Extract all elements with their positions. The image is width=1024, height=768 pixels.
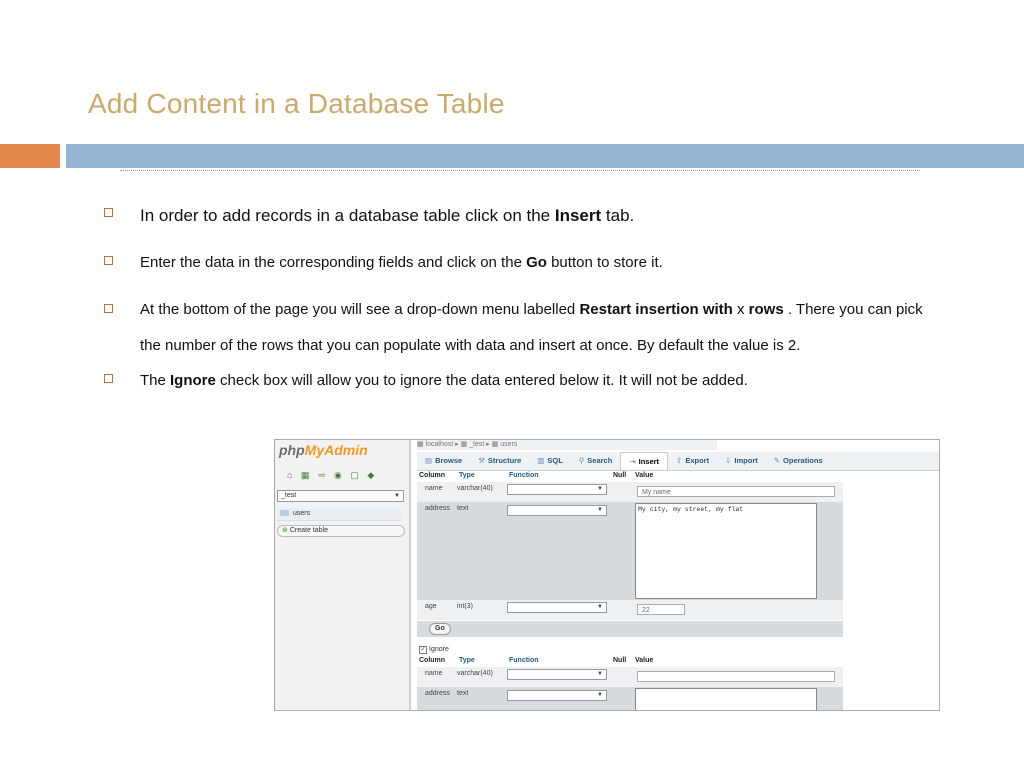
field-type: text	[457, 505, 469, 512]
header-column: Column	[419, 657, 446, 664]
square-bullet-icon	[104, 304, 113, 313]
function-select[interactable]	[507, 690, 607, 701]
header-null: Null	[613, 472, 627, 479]
database-select[interactable]	[277, 490, 404, 502]
database-select-value: _test	[281, 492, 297, 499]
bullet-text: x	[732, 301, 749, 318]
create-table-label: Create table	[289, 527, 329, 534]
bullet-text: check box will allow you to ignore the data entered below it. It will not be added.	[215, 372, 748, 389]
bullet-bold-go: Go	[526, 254, 547, 271]
structure-icon: ⚒	[478, 456, 485, 465]
sidebar-item-users[interactable]	[277, 508, 401, 521]
create-table-button[interactable]	[277, 525, 405, 537]
tab-operations[interactable]	[766, 452, 831, 470]
tab-label: Import	[734, 456, 758, 465]
phpmyadmin-screenshot	[274, 439, 940, 711]
export-icon: ⇪	[676, 456, 683, 465]
header-null: Null	[613, 657, 627, 664]
bullet-text: In order to add records in a database table click on the	[140, 206, 555, 225]
bullet-text: . There you can pick the number of the rows that you can populate with data and insert at once. By default the value is 2.	[140, 301, 923, 354]
tab-insert[interactable]	[620, 452, 668, 470]
table-row	[417, 502, 843, 600]
value-textarea-address[interactable]	[635, 688, 817, 711]
field-name: age	[425, 603, 437, 610]
field-name: address	[425, 505, 450, 512]
import-icon: ⇩	[725, 456, 732, 465]
table-header	[417, 472, 843, 481]
tab-import[interactable]	[717, 452, 766, 470]
value-textarea-address[interactable]: My city, my street, my flat	[635, 503, 817, 599]
bullet-text: button to store it.	[546, 254, 663, 271]
accent-bar-orange	[0, 144, 60, 168]
bullet-bold-restart: Restart insertion with	[579, 301, 733, 318]
tab-label: Browse	[435, 456, 463, 465]
ignore-checkbox-row[interactable]	[419, 646, 449, 654]
logo-myadmin: MyAdmin	[304, 442, 368, 458]
chevron-down-icon: ▼	[597, 692, 603, 698]
table-header	[417, 657, 843, 666]
pma-logo	[279, 442, 368, 458]
sidebar-item-label: users	[293, 510, 311, 517]
tab-search[interactable]	[571, 452, 621, 470]
chevron-down-icon: ▼	[597, 486, 603, 492]
tab-label: Export	[685, 456, 710, 465]
function-select[interactable]	[507, 484, 607, 495]
pma-nav-icons[interactable]: ⌂ ▦ ⇨ ◉ ▢ ◆	[287, 470, 378, 480]
bullet-insert-tab	[104, 202, 934, 230]
tab-label: Structure	[487, 456, 522, 465]
table-row	[417, 667, 843, 687]
square-bullet-icon	[104, 256, 113, 265]
checkbox-checked-icon[interactable]: ✓	[420, 647, 426, 653]
sql-icon: ▥	[537, 456, 545, 465]
insert-icon: ⇥	[629, 457, 636, 466]
pma-sidebar	[275, 440, 411, 710]
header-function[interactable]: Function	[509, 472, 539, 479]
browse-icon: ▤	[425, 456, 433, 465]
value-input-age[interactable]: 22	[637, 604, 685, 615]
tab-structure[interactable]	[470, 452, 529, 470]
go-button[interactable]: Go	[429, 623, 451, 635]
value-input-name[interactable]: My name	[637, 486, 835, 497]
field-type: int(3)	[457, 603, 473, 610]
function-select[interactable]	[507, 505, 607, 516]
header-type[interactable]: Type	[459, 472, 475, 479]
table-row	[417, 482, 843, 502]
field-type: text	[457, 690, 469, 697]
table-row	[417, 600, 843, 620]
header-type[interactable]: Type	[459, 657, 475, 664]
logo-php: php	[279, 442, 305, 458]
square-bullet-icon	[104, 374, 113, 383]
bullet-text: tab.	[601, 206, 635, 225]
tab-sql[interactable]	[529, 452, 571, 470]
go-band	[417, 621, 843, 637]
header-column: Column	[419, 472, 446, 479]
tab-label: SQL	[547, 456, 563, 465]
field-type: varchar(40)	[457, 485, 493, 492]
tab-label: Operations	[783, 456, 823, 465]
slide-title: Add Content in a Database Table	[88, 88, 505, 119]
plus-icon: ⊕	[282, 527, 288, 534]
tab-label: Search	[587, 456, 613, 465]
bullet-text: The	[140, 372, 171, 389]
chevron-down-icon: ▼	[597, 671, 603, 677]
field-name: name	[425, 485, 443, 492]
ignore-label: Ignore	[429, 646, 449, 653]
chevron-down-icon: ▼	[597, 604, 603, 610]
table-icon	[280, 510, 289, 516]
bullet-bold-insert: Insert	[554, 206, 602, 225]
header-value: Value	[635, 472, 654, 479]
wrench-icon: ✎	[773, 456, 781, 465]
bullet-text: Enter the data in the corresponding fields and click on the	[140, 254, 527, 271]
bullet-list	[104, 202, 934, 394]
accent-bar-blue	[66, 144, 1024, 168]
function-select[interactable]	[507, 602, 607, 613]
bullet-restart-insertion	[104, 292, 934, 364]
breadcrumb[interactable]: ▦ localhost ▸ ▦ _test ▸ ▦ users	[417, 440, 717, 450]
square-bullet-icon	[104, 208, 113, 217]
bullet-go-button	[104, 250, 934, 276]
table-row	[417, 687, 843, 711]
tab-label: Insert	[638, 457, 660, 466]
tab-browse[interactable]	[417, 452, 470, 470]
field-name: address	[425, 690, 450, 697]
chevron-down-icon: ▼	[597, 507, 603, 513]
bullet-text: At the bottom of the page you will see a drop-down menu labelled	[140, 301, 580, 318]
bullet-bold-ignore: Ignore	[170, 372, 216, 389]
bullet-bold-rows: rows	[748, 301, 784, 318]
value-input-name[interactable]	[637, 671, 835, 682]
dotted-divider	[120, 170, 920, 171]
field-type: varchar(40)	[457, 670, 493, 677]
field-name: name	[425, 670, 443, 677]
chevron-down-icon: ▼	[394, 493, 400, 499]
bullet-ignore-checkbox	[104, 368, 934, 394]
function-select[interactable]	[507, 669, 607, 680]
tab-export[interactable]	[668, 452, 717, 470]
header-function[interactable]: Function	[509, 657, 539, 664]
header-value: Value	[635, 657, 654, 664]
pma-tab-bar	[417, 452, 939, 471]
search-icon: ⚲	[578, 456, 585, 465]
